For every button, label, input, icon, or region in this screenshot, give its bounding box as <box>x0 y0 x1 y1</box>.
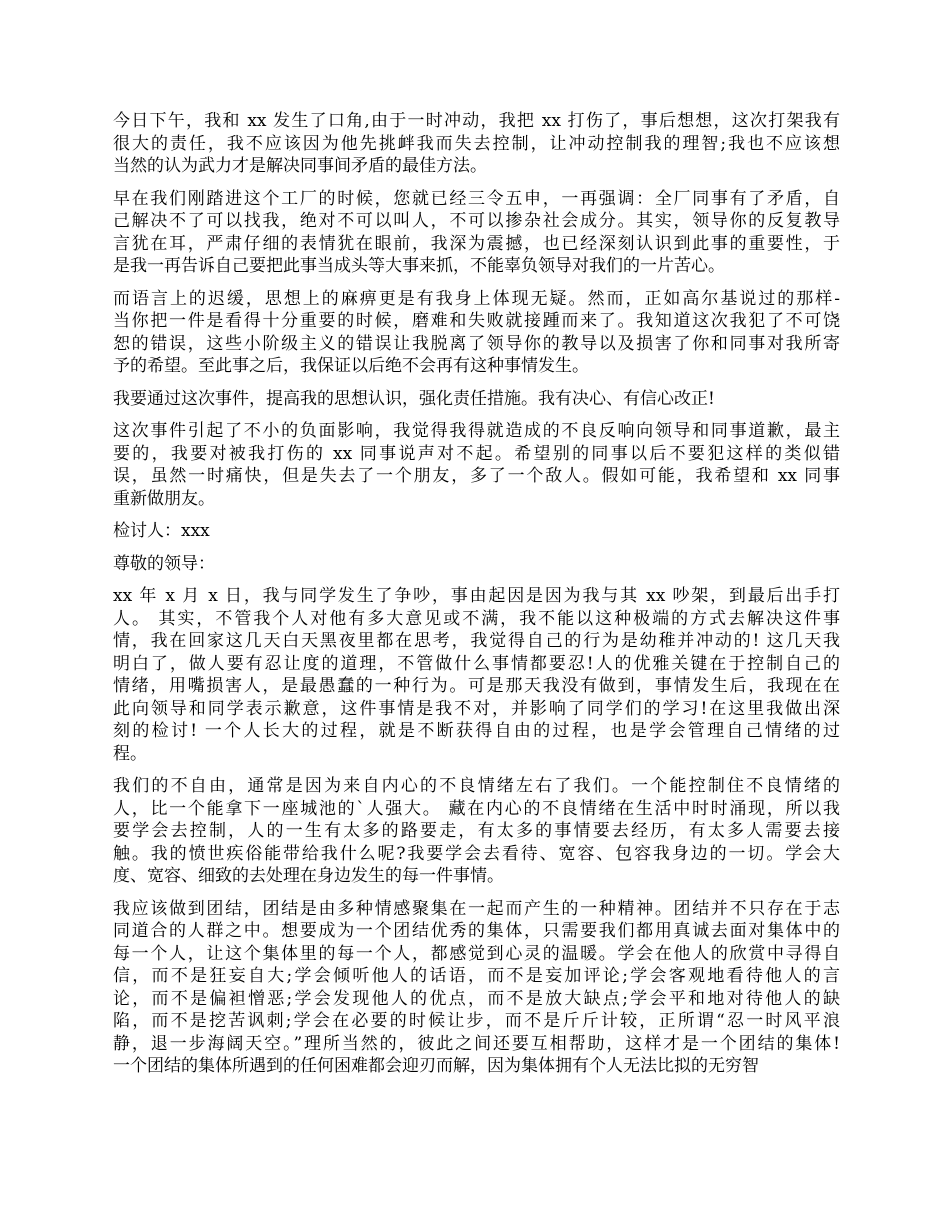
text-line: 我应该做到团结，团结是由多种情感聚集在一起而产生的一种精神。团结并不只存在于志 <box>113 898 840 919</box>
text-line: 论，而不是偏袒憎恶;学会发现他人的优点，而不是放大缺点;学会平和地对待他人的缺 <box>113 988 840 1009</box>
text-line: 人。 其实，不管我个人对他有多大意见或不满，我不能以这种极端的方式去解决这件事 <box>113 608 840 629</box>
text-line: 早在我们刚踏进这个工厂的时候，您就已经三令五申，一再强调：全厂同事有了矛盾，自 <box>113 188 840 209</box>
text-line: 一个团结的集体所遇到的任何困难都会迎刃而解，因为集体拥有个人无法比拟的无穷智 <box>113 1056 759 1076</box>
paragraph <box>113 288 840 378</box>
text-line: 触。我的愤世疾俗能带给我什么呢?我要学会去看待、宽容、包容我身边的一切。学会大 <box>113 843 840 864</box>
text-line: 程。 <box>113 743 147 764</box>
text-line: 静，退一步海阔天空。”理所当然的，彼此之间还要互相帮助，这样才是一个团结的集体! <box>113 1033 840 1054</box>
text-line: 要的，我要对被我打伤的 xx 同事说声对不起。希望别的同事以后不要犯这样的类似错 <box>113 443 840 464</box>
text-line: 言犹在耳，严肃仔细的表情犹在眼前，我深为震撼，也已经深刻认识到此事的重要性，于 <box>113 233 840 254</box>
text-line: 明白了，做人要有忍让度的道理，不管做什么事情都要忍!人的优雅关键在于控制自己的 <box>113 653 840 674</box>
text-line: 这次事件引起了不小的负面影响，我觉得我得就造成的不良反响向领导和同事道歉，最主 <box>113 421 840 441</box>
text-line: 度、宽容、细致的去处理在身边发生的每一件事情。 <box>113 866 504 886</box>
document-page <box>113 110 840 1088</box>
text-line: 误，虽然一时痛快，但是失去了一个朋友，多了一个敌人。假如可能，我希望和 xx 同事 <box>113 466 840 486</box>
text-line: 此向领导和同学表示歉意，这件事情是我不对，并影响了同学们的学习!在这里我做出深 <box>113 698 840 719</box>
paragraph <box>113 188 840 278</box>
text-line: xx 年 x 月 x 日，我与同学发生了争吵，事由起因是因为我与其 xx 吵架，到最后出手打 <box>113 586 840 606</box>
paragraph <box>113 110 840 178</box>
paragraph <box>113 553 840 576</box>
text-line: 恕的错误，这些小阶级主义的错误让我脱离了领导你的教导以及损害了你和同事对我所寄 <box>113 333 840 354</box>
text-line: 是我一再告诉自己要把此事当成头等大事来抓，不能辜负领导对我们的一片苦心。 <box>113 256 725 276</box>
text-line: 要学会去控制，人的一生有太多的路要走，有太多的事情要去经历，有太多人需要去接 <box>113 821 840 841</box>
paragraph <box>113 775 840 888</box>
text-line: 人，比一个能拿下一座城池的`人强大。 藏在内心的不良情绪在生活中时时涌现，所以我 <box>113 798 840 819</box>
text-line: 情，我在回家这几天白天黑夜里都在思考，我觉得自己的行为是幼稚并冲动的! 这几天我 <box>113 631 840 651</box>
paragraph <box>113 388 840 411</box>
paragraph <box>113 898 840 1078</box>
text-line: 刻的检讨! 一个人长大的过程，就是不断获得自由的过程，也是学会管理自己情绪的过 <box>113 721 840 741</box>
text-line: 检讨人：xxx <box>113 521 210 541</box>
text-line: 情绪，用嘴损害人，是最愚蠢的一种行为。可是那天我没有做到，事情发生后，我现在在 <box>113 676 840 696</box>
text-line: 重新做朋友。 <box>113 488 215 509</box>
text-line: 同道合的人群之中。想要成为一个团结优秀的集体，只需要我们都用真诚去面对集体中的 <box>113 921 840 941</box>
paragraph <box>113 585 840 765</box>
text-line: 我们的不自由，通常是因为来自内心的不良情绪左右了我们。一个能控制住不良情绪的 <box>113 776 840 796</box>
text-line: 而语言上的迟缓，思想上的麻痹更是有我身上体现无疑。然而，正如高尔基说过的那样- <box>113 288 840 309</box>
text-line: 今日下午，我和 xx 发生了口角,由于一时冲动，我把 xx 打伤了，事后想想，这次打架我有 <box>113 111 840 131</box>
text-line: 我要通过这次事件，提高我的思想认识，强化责任措施。我有决心、有信心改正! <box>113 388 715 409</box>
text-line: 当然的认为武力才是解决同事间矛盾的最佳方法。 <box>113 156 487 176</box>
paragraph <box>113 520 840 543</box>
text-line: 很大的责任，我不应该因为他先挑衅我而失去控制，让冲动控制我的理智;我也不应该想 <box>113 133 840 154</box>
text-line: 己解决不了可以找我，绝对不可以叫人，不可以掺杂社会成分。其实，领导你的反复教导 <box>113 211 840 231</box>
text-line: 每一个人，让这个集体里的每一个人，都感觉到心灵的温暖。学会在他人的欣赏中寻得自 <box>113 943 840 964</box>
text-line: 尊敬的领导： <box>113 553 215 574</box>
text-line: 陷，而不是挖苦讽刺;学会在必要的时候让步，而不是斤斤计较，正所谓“忍一时风平浪 <box>113 1011 840 1031</box>
paragraph <box>113 420 840 510</box>
text-line: 予的希望。至此事之后，我保证以后绝不会再有这种事情发生。 <box>113 356 589 376</box>
text-line: 当你把一件是看得十分重要的时候，磨难和失败就接踵而来了。我知道这次我犯了不可饶 <box>113 311 840 331</box>
text-line: 信，而不是狂妄自大;学会倾听他人的话语，而不是妄加评论;学会客观地看待他人的言 <box>113 966 840 986</box>
